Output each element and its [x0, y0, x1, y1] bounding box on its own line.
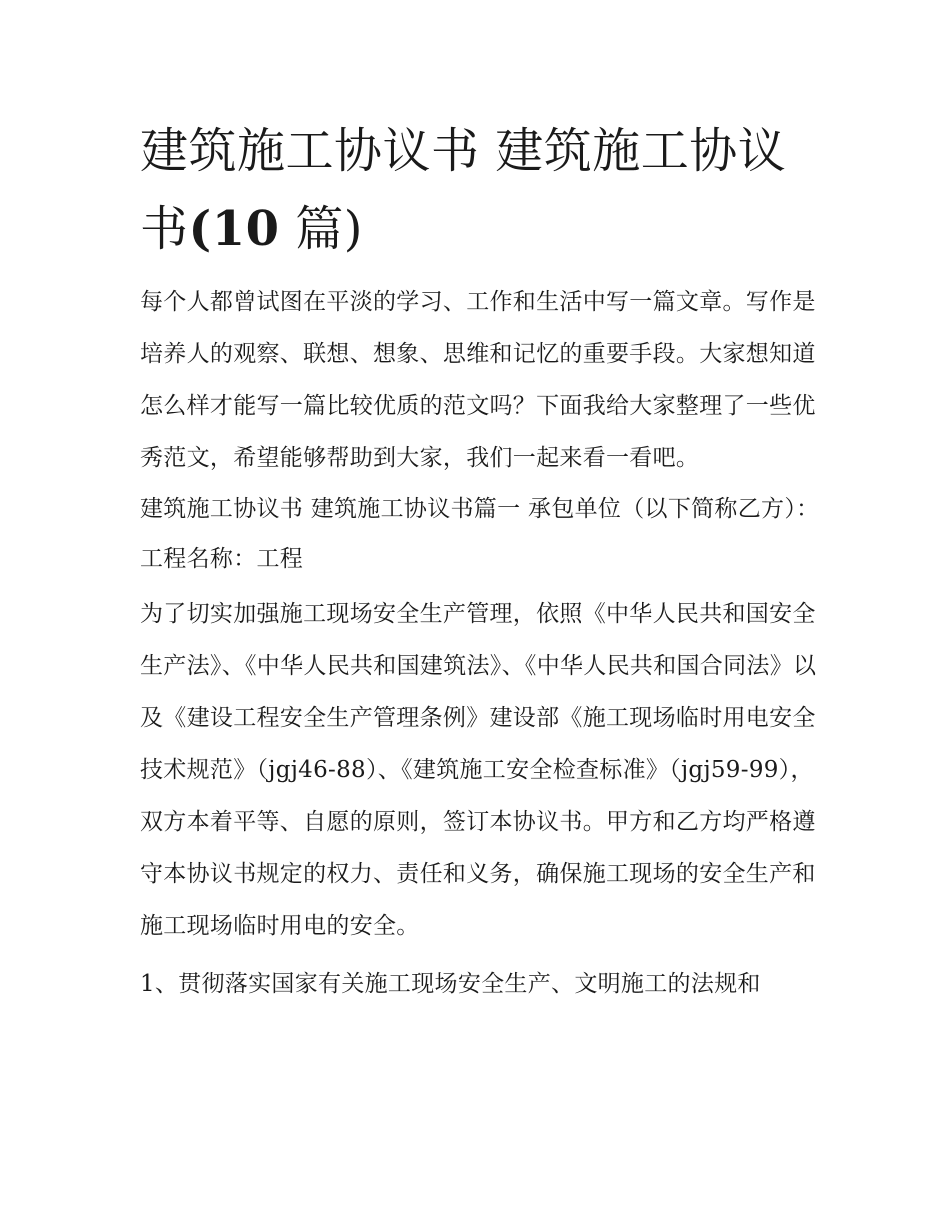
- list-item: 1、贯彻落实国家有关施工现场安全生产、文明施工的法规和: [140, 971, 761, 997]
- document-title: [140, 112, 820, 268]
- title-count: (10: [188, 201, 280, 257]
- section-heading: 建筑施工协议书 建筑施工协议书篇一 承包单位（以下简称乙方）： 工程名称：工程: [140, 496, 820, 572]
- title-suffix: 篇): [279, 201, 364, 257]
- body-paragraph: 为了切实加强施工现场安全生产管理，依照《中华人民共和国安全生产法》、《中华人民共和国建筑法》、《中华人民共和国合同法》以及《建设工程安全生产管理条例》建设部《施工现场临时用电安全技术规范》（jgj46-88）、《建筑施工安全检查标准》（jgj59-99），双方本着平等、自愿的原则，签订本协议书。甲方和乙方均严格遵守本协议书规定的权力、责任和义务，确保施工现场的安全生产和施工现场临时用电的安全。: [140, 601, 817, 939]
- document-page: [140, 112, 820, 1010]
- intro-paragraph: 每个人都曾试图在平淡的学习、工作和生活中写一篇文章。写作是培养人的观察、联想、想象、思维和记忆的重要手段。大家想知道怎么样才能写一篇比较优质的范文吗？下面我给大家整理了一些优秀范文，希望能够帮助到大家，我们一起来看一看吧。: [140, 289, 816, 471]
- title-text: 建筑施工协议书 建筑施工协议书: [140, 123, 787, 257]
